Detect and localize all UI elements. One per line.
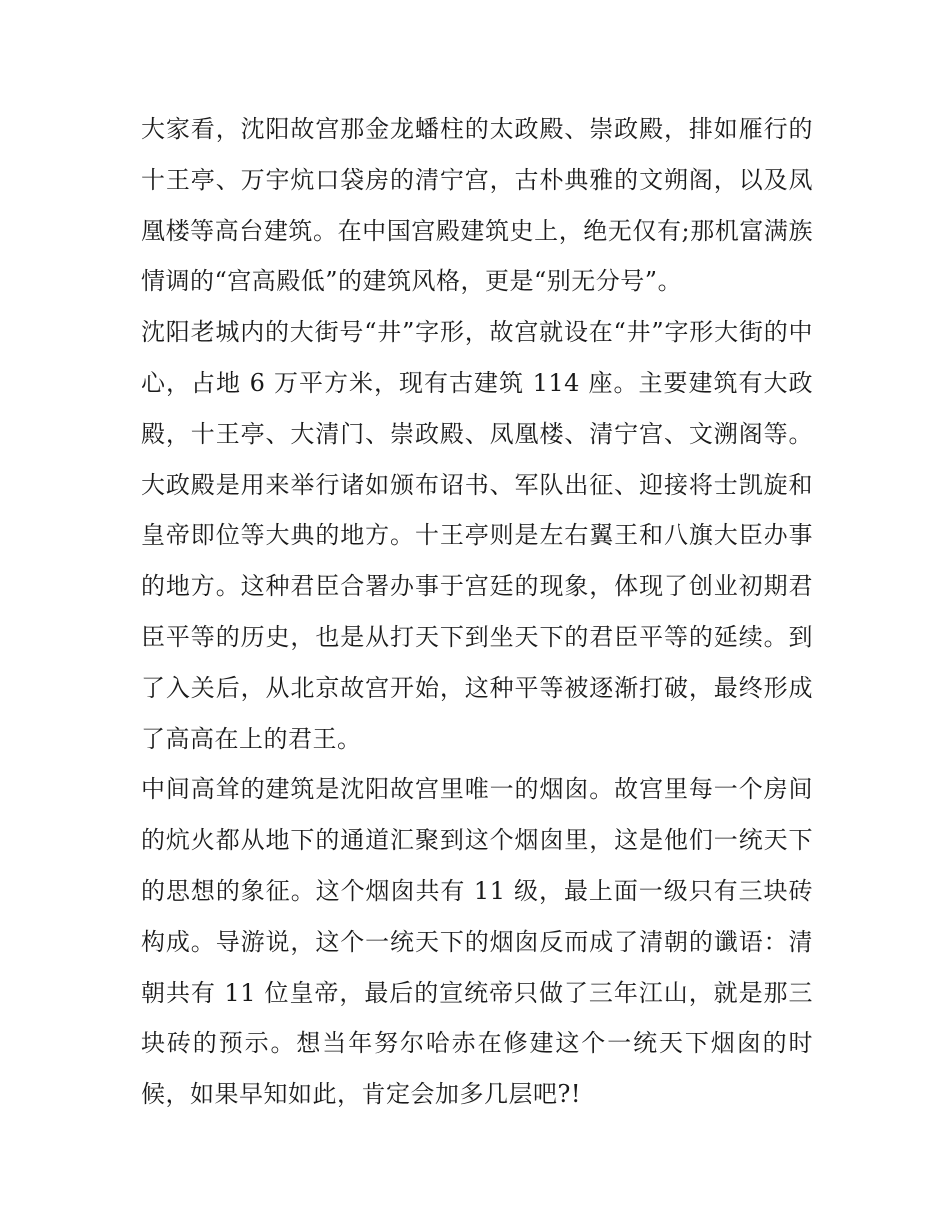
paragraph-palace-layout: 沈阳老城内的大街号“井”字形，故宫就设在“井”字形大街的中心，占地 6 万平方米，现有古建筑 114 座。主要建筑有大政殿，十王亭、大清门、崇政殿、凤凰楼、清宁宫、文溯阁等。大政殿是用来举行诸如颁布诏书、军队出征、迎接将士凯旋和皇帝即位等大典的地方。十王亭则是左右翼王和八旗大臣办事的地方。这种君臣合署办事于宫廷的现象，体现了创业初期君臣平等的历史，也是从打天下到坐天下的君臣平等的延续。到了入关后，从北京故宫开始，这种平等被逐渐打破，最终形成了高高在上的君王。 xyxy=(141,318,813,753)
paragraph-chimney: 中间高耸的建筑是沈阳故宫里唯一的烟囱。故宫里每一个房间的炕火都从地下的通道汇聚到这个烟囱里，这是他们一统天下的思想的象征。这个烟囱共有 11 级，最上面一级只有三块砖构成。导游说，这个一统天下的烟囱反而成了清朝的谶语：清朝共有 11 位皇帝，最后的宣统帝只做了三年江山，就是那三块砖的预示。想当年努尔哈赤在修建这个一统天下烟囱的时候，如果早知如此，肯定会加多几层吧?! xyxy=(141,775,813,1109)
document-body xyxy=(141,104,813,1120)
paragraph-palace-architecture: 大家看，沈阳故宫那金龙蟠柱的太政殿、崇政殿，排如雁行的十王亭、万宇炕口袋房的清宁宫，古朴典雅的文朔阁，以及凤凰楼等高台建筑。在中国宫殿建筑史上，绝无仅有;那机富满族情调的“宫高殿低”的建筑风格，更是“别无分号”。 xyxy=(141,115,813,296)
